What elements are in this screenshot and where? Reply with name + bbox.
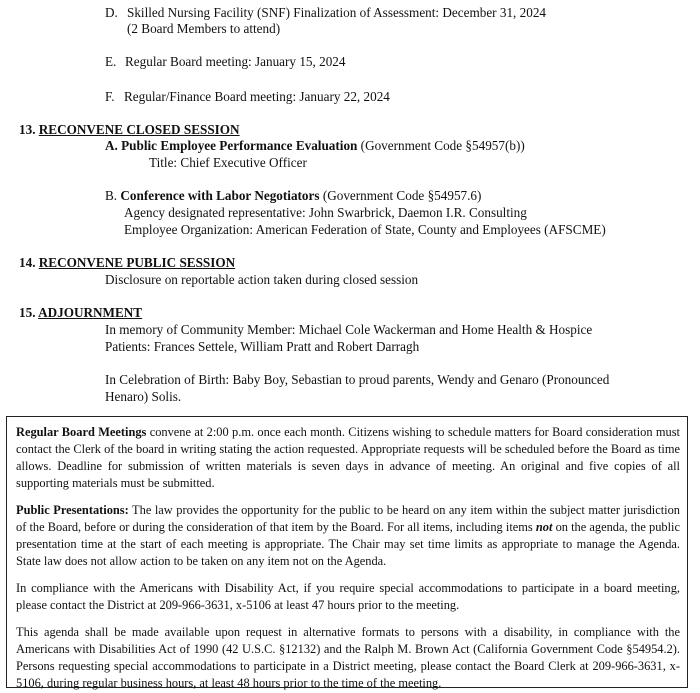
birth-line-1: In Celebration of Birth: Baby Boy, Sebastian to proud parents, Wendy and Genaro (Pronounced (105, 372, 610, 387)
section-15-heading (19, 304, 142, 321)
section-14-number: 14. (19, 255, 36, 270)
section-13-title: RECONVENE CLOSED SESSION (38, 122, 240, 137)
item-13b-code: (Government Code §54957.6) (322, 188, 482, 203)
section-15-number: 15. (19, 305, 36, 320)
notice-regular-meetings (16, 424, 680, 492)
notice-public-presentations (16, 502, 680, 570)
item-e-text: Regular Board meeting: January 15, 2024 (125, 54, 346, 69)
notice-regular-meetings-lead: Regular Board Meetings (16, 425, 147, 439)
item-13b-sub1: Agency designated representative: John Swarbrick, Daemon I.R. Consulting (124, 205, 527, 220)
item-13a-code: (Government Code §54957(b)) (360, 138, 525, 153)
item-13a-title: Public Employee Performance Evaluation (121, 138, 358, 153)
item-d-letter: D. (105, 5, 118, 20)
section-13-heading (19, 121, 240, 138)
notice-ada-compliance: In compliance with the Americans with Disability Act, if you require special accommodations to participate in a board meeting, please contact the District at 209-966-3631, x-5106 at least 47 hours prior to the meeting. (16, 581, 680, 612)
birth-line-2: Henaro) Solis. (105, 389, 182, 404)
section-14-text: Disclosure on reportable action taken during closed session (105, 272, 419, 287)
notice-public-presentations-text-b: on the agenda, the public presentation time at the start of each meeting is appropriate. The Chair may set time limits as appropriate to manage the Agenda. State law does not allow action to be taken on any item not on the Agenda. (16, 520, 680, 568)
notice-public-presentations-text-a: The law provides the opportunity for the public to be heard on any item within the subject matter jurisdiction of the Board, before or during the consideration of that item by the Board. For all items, including items (16, 503, 680, 534)
item-13b-letter: B. (105, 188, 118, 203)
item-d-sub: (2 Board Members to attend) (127, 21, 281, 36)
item-13a (105, 137, 525, 154)
item-f-text: Regular/Finance Board meeting: January 22, 2024 (124, 89, 390, 104)
item-f-letter: F. (105, 89, 115, 104)
notice-alternative-formats: This agenda shall be made available upon request in alternative formats to persons with a disability, in compliance with the Americans with Disabilities Act of 1990 (42 U.S.C. §12132) and the Ralph M. Brown Act (California Government Code §54954.2). Persons requesting special accommodations to participate in a District meeting, please contact the Board Clerk at 209-966-3631, x-5106, during regular business hours, at least 48 hours prior to the time of the meeting. (16, 625, 680, 690)
section-13-number: 13. (19, 122, 36, 137)
item-13a-letter: A. (105, 138, 118, 153)
item-e-letter: E. (105, 54, 117, 69)
memory-line-1: In memory of Community Member: Michael Cole Wackerman and Home Health & Hospice (105, 322, 593, 337)
notice-box (6, 416, 688, 688)
section-14-title: RECONVENE PUBLIC SESSION (38, 255, 236, 270)
item-13a-sub: Title: Chief Executive Officer (149, 155, 307, 170)
memory-line-2: Patients: Frances Settele, William Pratt and Robert Darragh (105, 339, 420, 354)
notice-public-presentations-lead: Public Presentations: (16, 503, 129, 517)
section-14-heading (19, 254, 235, 271)
item-13b (105, 187, 481, 204)
section-15-title: ADJOURNMENT (38, 305, 143, 320)
notice-regular-meetings-text: convene at 2:00 p.m. once each month. Citizens wishing to schedule matters for Board consideration must contact the Clerk of the board in writing stating the action requested. Appropriate requests will be scheduled before the Board as time allows. Deadline for submission of written materials is seven days in advance of meeting. An original and five copies of all supporting materials must be submitted. (16, 425, 680, 490)
item-d-text: Skilled Nursing Facility (SNF) Finalization of Assessment: December 31, 2024 (127, 5, 547, 20)
notice-not-emphasis: not (535, 520, 553, 534)
item-13b-title: Conference with Labor Negotiators (120, 188, 320, 203)
item-13b-sub2: Employee Organization: American Federation of State, County and Employees (AFSCME) (124, 222, 606, 237)
